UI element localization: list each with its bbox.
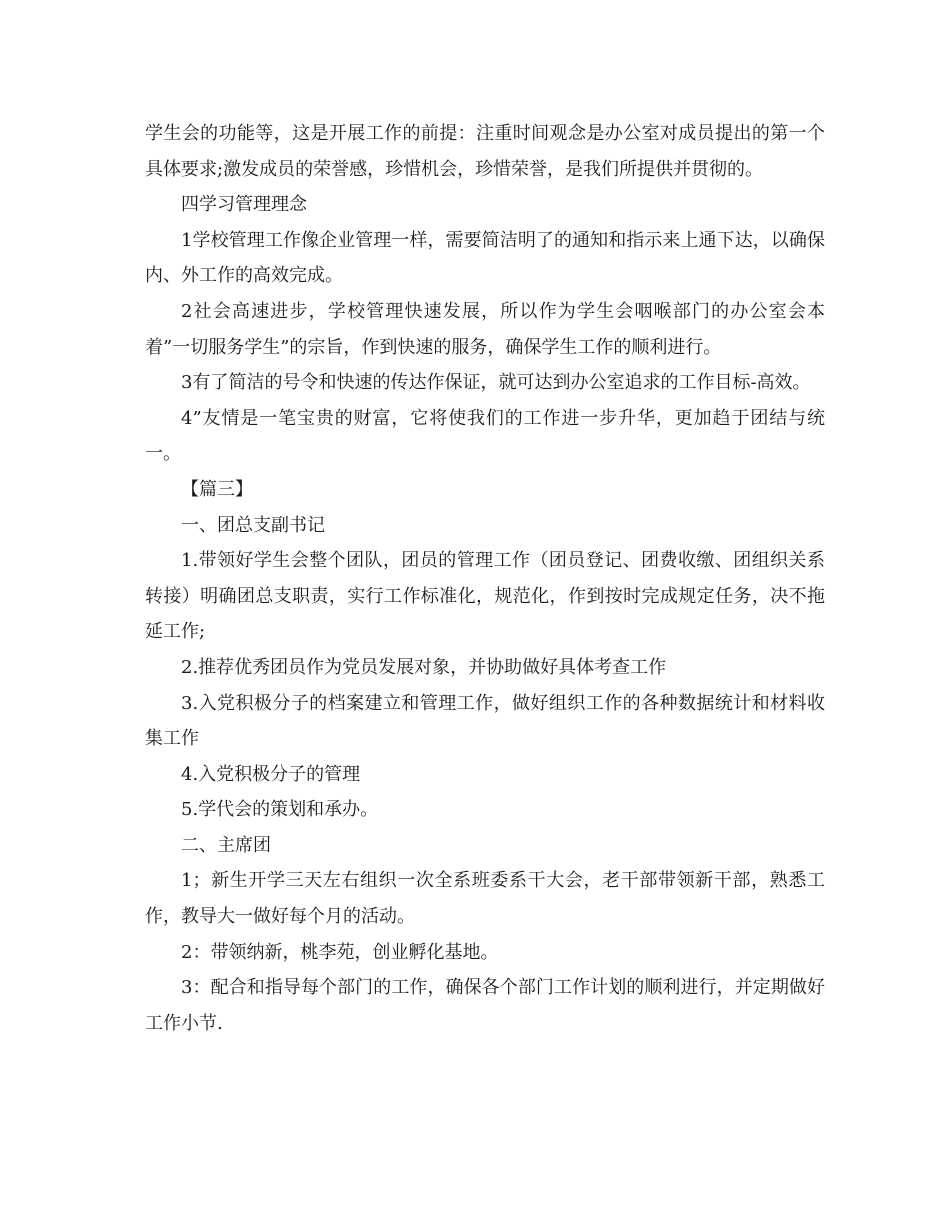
section-heading-league-deputy-secretary: 一、团总支副书记 bbox=[181, 514, 325, 536]
list-item: 2：带领纳新，桃李苑，创业孵化基地。 bbox=[181, 941, 499, 963]
list-item: 3：配合和指导每个部门的工作，确保各个部门工作计划的顺利进行，并定期做好工作小节. bbox=[145, 977, 825, 1034]
section-heading-management-concept: 四学习管理理念 bbox=[181, 194, 307, 216]
list-item: 2.推荐优秀团员作为党员发展对象，并协助做好具体考查工作 bbox=[181, 656, 667, 678]
list-item: 1学校管理工作像企业管理一样，需要简洁明了的通知和指示来上通下达，以确保内、外工作的高效完成。 bbox=[145, 229, 825, 287]
list-item: 3.入党积极分子的档案建立和管理工作，做好组织工作的各种数据统计和材料收集工作 bbox=[145, 692, 825, 750]
list-item: 5.学代会的策划和承办。 bbox=[181, 799, 379, 821]
list-item: 4.入党积极分子的管理 bbox=[181, 763, 361, 785]
list-item: 4”友情是一笔宝贵的财富，它将使我们的工作进一步升华，更加趋于团结与统一。 bbox=[145, 407, 825, 465]
document-body bbox=[145, 116, 825, 1041]
list-item: 1.带领好学生会整个团队，团员的管理工作（团员登记、团费收缴、团组织关系转接）明确团总支职责，实行工作标准化，规范化，作到按时完成规定任务，决不拖延工作; bbox=[145, 550, 825, 643]
chapter-heading-part-three: 【篇三】 bbox=[181, 478, 253, 500]
list-item: 3有了简洁的号令和快速的传达作保证，就可达到办公室追求的工作目标-高效。 bbox=[181, 372, 811, 394]
list-item: 1；新生开学三天左右组织一次全系班委系干大会，老干部带领新干部，熟悉工作，教导大一做好每个月的活动。 bbox=[145, 870, 825, 928]
paragraph-intro: 学生会的功能等，这是开展工作的前提：注重时间观念是办公室对成员提出的第一个具体要求;激发成员的荣誉感，珍惜机会，珍惜荣誉，是我们所提供并贯彻的。 bbox=[145, 123, 825, 180]
section-heading-presidium: 二、主席团 bbox=[181, 834, 271, 856]
list-item: 2社会高速进步，学校管理快速发展，所以作为学生会咽喉部门的办公室会本着”一切服务学生”的宗旨，作到快速的服务，确保学生工作的顺利进行。 bbox=[145, 300, 825, 358]
